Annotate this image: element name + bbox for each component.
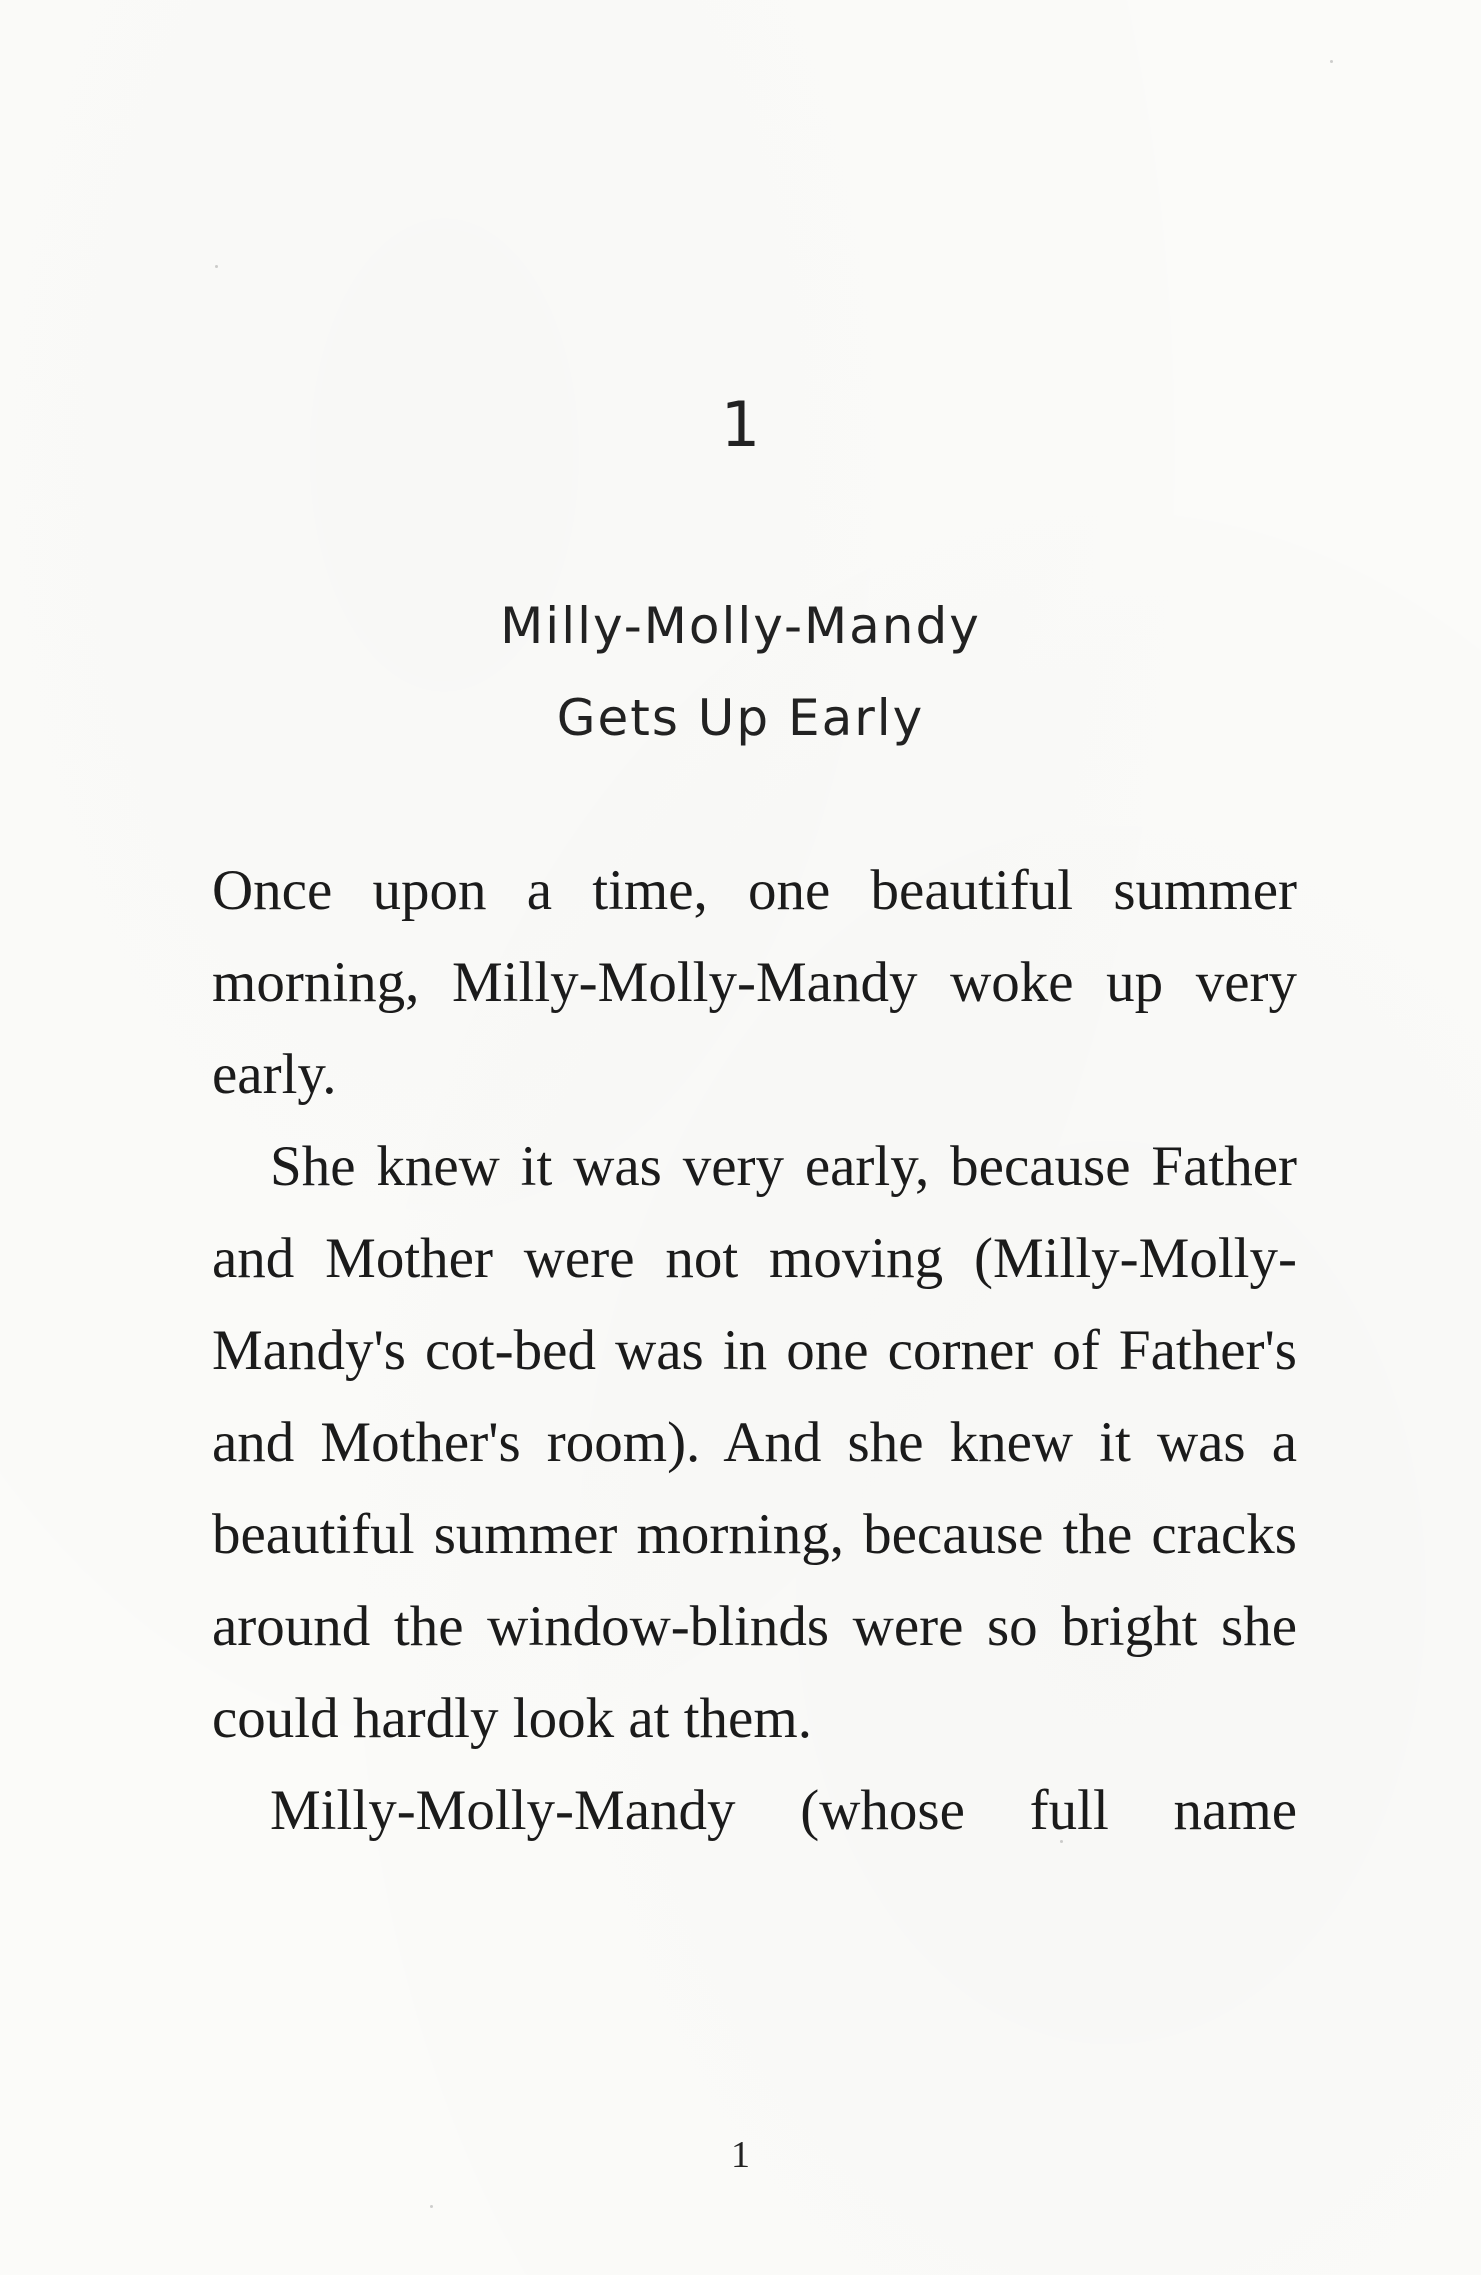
paper-speck — [215, 265, 218, 268]
paragraph-1: Once upon a time, one beautiful summer morning, Milly-Molly-Mandy woke up very early. — [212, 859, 1297, 1106]
chapter-title-line-2: Gets Up Early — [556, 689, 925, 747]
body-text — [212, 845, 1297, 1857]
paragraph-2: She knew it was very early, because Father and Mother were not moving (Milly-Molly-Mandy's cot-bed was in one corner of Father's and Mother's room). And she knew it was a beautiful summer morning, because the cracks around the window-blinds were so bright she could hardly look at them. — [212, 1135, 1297, 1750]
page-number: 1 — [731, 2134, 750, 2176]
paragraph-3: Milly-Molly-Mandy (whose full name — [270, 1779, 1297, 1842]
chapter-number: 1 — [720, 388, 761, 461]
chapter-title-line-1: Milly-Molly-Mandy — [500, 597, 981, 655]
paper-speck — [1060, 1840, 1063, 1843]
paper-speck — [430, 2205, 433, 2208]
paper-speck — [1330, 60, 1333, 63]
chapter-title — [0, 580, 1481, 764]
